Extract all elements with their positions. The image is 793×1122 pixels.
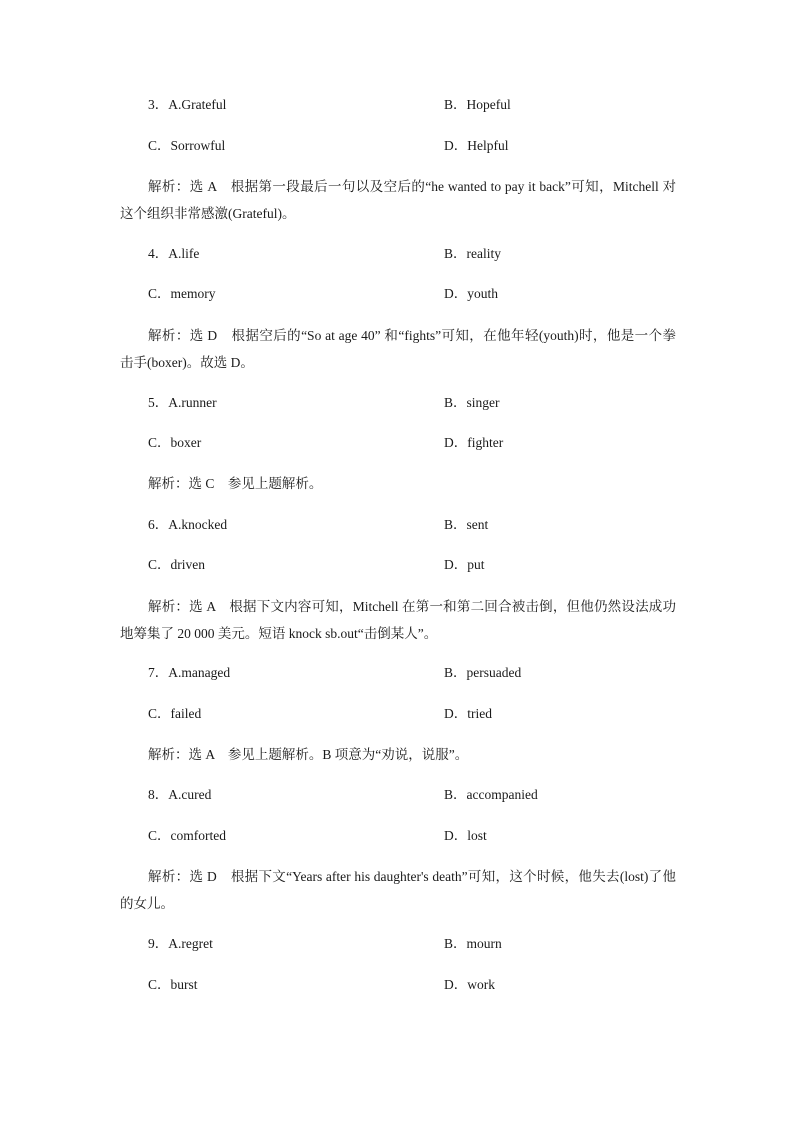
option-row	[0, 555, 793, 575]
option-a: 7．A.managed	[148, 665, 231, 680]
option-d: D．Helpful	[444, 138, 509, 153]
option-c: C．Sorrowful	[148, 138, 226, 153]
option-c: C．driven	[148, 557, 205, 572]
option-b: B．accompanied	[444, 787, 538, 802]
option-c: C．memory	[148, 286, 216, 301]
option-d: D．lost	[444, 828, 487, 843]
analysis-paragraph: 解析：选 A 根据下文内容可知，Mitchell 在第一和第二回合被击倒，但他仍然设法成功地筹集了 20 000 美元。短语 knock sb.out“击倒某人”。	[120, 599, 676, 641]
option-row	[0, 136, 793, 156]
option-row	[0, 785, 793, 805]
option-row	[0, 663, 793, 683]
option-c: C．burst	[148, 977, 198, 992]
option-a: 3．A.Grateful	[148, 97, 227, 112]
option-row	[0, 934, 793, 954]
option-row	[0, 515, 793, 535]
analysis-paragraph: 解析：选 D 根据下文“Years after his daughter's death”可知，这个时候，他失去(lost)了他的女儿。	[120, 869, 676, 911]
option-c: C．failed	[148, 706, 202, 721]
option-a: 8．A.cured	[148, 787, 212, 802]
option-b: B．Hopeful	[444, 97, 511, 112]
option-a: 6．A.knocked	[148, 517, 228, 532]
analysis-paragraph: 解析：选 C 参见上题解析。	[148, 476, 323, 491]
option-d: D．work	[444, 977, 495, 992]
option-row	[0, 433, 793, 453]
option-row	[0, 393, 793, 413]
option-row	[0, 975, 793, 995]
option-row	[0, 284, 793, 304]
option-a: 4．A.life	[148, 246, 200, 261]
option-row	[0, 826, 793, 846]
option-row	[0, 95, 793, 115]
option-c: C．comforted	[148, 828, 226, 843]
option-d: D．youth	[444, 286, 498, 301]
analysis-paragraph: 解析：选 D 根据空后的“So at age 40” 和“fights”可知，在他年轻(youth)时，他是一个拳击手(boxer)。故选 D。	[120, 328, 676, 370]
option-b: B．singer	[444, 395, 500, 410]
analysis-paragraph: 解析：选 A 根据第一段最后一句以及空后的“he wanted to pay it back”可知，Mitchell 对这个组织非常感激(Grateful)。	[120, 179, 676, 221]
option-row	[0, 704, 793, 724]
option-b: B．sent	[444, 517, 489, 532]
option-d: D．put	[444, 557, 485, 572]
option-a: 9．A.regret	[148, 936, 213, 951]
analysis-paragraph: 解析：选 A 参见上题解析。B 项意为“劝说，说服”。	[148, 747, 469, 762]
option-b: B．mourn	[444, 936, 502, 951]
option-c: C．boxer	[148, 435, 202, 450]
option-d: D．tried	[444, 706, 492, 721]
option-b: B．reality	[444, 246, 501, 261]
option-d: D．fighter	[444, 435, 504, 450]
option-row	[0, 244, 793, 264]
option-a: 5．A.runner	[148, 395, 217, 410]
option-b: B．persuaded	[444, 665, 522, 680]
